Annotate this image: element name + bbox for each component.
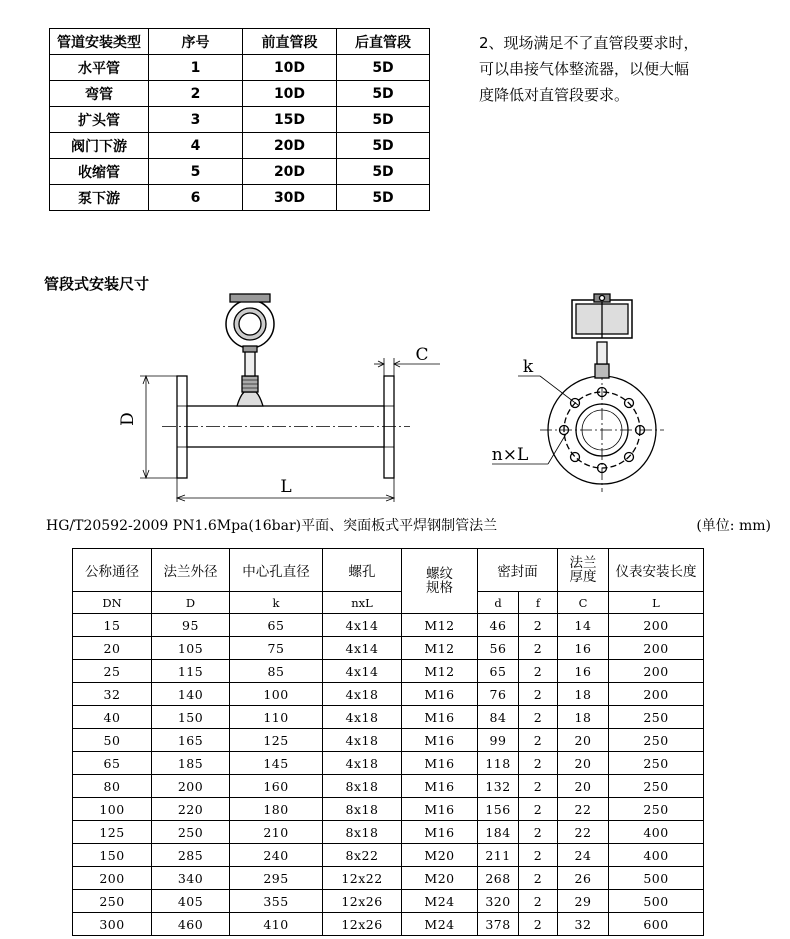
- table-cell: 46: [478, 614, 519, 637]
- table-cell: 110: [230, 706, 323, 729]
- table-cell: 25: [73, 660, 152, 683]
- table-row: [73, 775, 704, 798]
- table-cell: 20: [73, 637, 152, 660]
- header-cell: 序号: [149, 29, 243, 55]
- table-cell: 95: [152, 614, 230, 637]
- table-cell: M12: [402, 660, 478, 683]
- table-cell: M16: [402, 752, 478, 775]
- install-requirements-table: [49, 28, 430, 211]
- standard-caption: [46, 515, 771, 535]
- table-cell: 50: [73, 729, 152, 752]
- table-cell: 2: [519, 706, 558, 729]
- table-cell: 132: [478, 775, 519, 798]
- table-cell: 65: [230, 614, 323, 637]
- table-cell: 8x22: [323, 844, 402, 867]
- table-cell: 500: [609, 867, 704, 890]
- subheader-cell: DN: [73, 592, 152, 614]
- table-row: [73, 637, 704, 660]
- table-row: [50, 81, 430, 107]
- table-cell: 24: [558, 844, 609, 867]
- flange-dimension-table: [72, 548, 704, 936]
- table-cell: 4x14: [323, 637, 402, 660]
- table-cell: 200: [609, 614, 704, 637]
- table-cell: 211: [478, 844, 519, 867]
- table-cell: 80: [73, 775, 152, 798]
- subheader-cell: D: [152, 592, 230, 614]
- table-cell: 340: [152, 867, 230, 890]
- table-cell: 12x26: [323, 890, 402, 913]
- table-cell: 5D: [337, 185, 430, 211]
- table-cell: 250: [609, 798, 704, 821]
- note-line: 可以串接气体整流器，以便大幅: [479, 60, 690, 78]
- dimension-label-nxl: n×L: [491, 445, 529, 465]
- table-cell: 16: [558, 660, 609, 683]
- table-cell: 2: [519, 913, 558, 936]
- table-cell: 4x18: [323, 706, 402, 729]
- table-cell: 600: [609, 913, 704, 936]
- table-cell: 4x14: [323, 614, 402, 637]
- table-cell: 12x26: [323, 913, 402, 936]
- table-cell: 4x18: [323, 729, 402, 752]
- table-cell: 5D: [337, 107, 430, 133]
- table-cell: 300: [73, 913, 152, 936]
- table-subheader-row: [73, 592, 704, 614]
- table-cell: 100: [73, 798, 152, 821]
- table-row: [50, 185, 430, 211]
- table-cell: 250: [609, 775, 704, 798]
- table-cell: 400: [609, 821, 704, 844]
- table-cell: 2: [519, 890, 558, 913]
- table-cell: 4: [149, 133, 243, 159]
- table-row: [50, 159, 430, 185]
- table-cell: 2: [519, 798, 558, 821]
- install-table-body: [50, 55, 430, 211]
- table-row: [73, 729, 704, 752]
- table-cell: 150: [152, 706, 230, 729]
- table-cell: 水平管: [50, 55, 149, 81]
- table-cell: 2: [519, 867, 558, 890]
- table-cell: 8x18: [323, 775, 402, 798]
- table-header-row: [50, 29, 430, 55]
- table-cell: 2: [519, 821, 558, 844]
- table-row: [73, 913, 704, 936]
- table-row: [73, 821, 704, 844]
- table-cell: 405: [152, 890, 230, 913]
- table-cell: M12: [402, 614, 478, 637]
- table-cell: 32: [73, 683, 152, 706]
- table-cell: 76: [478, 683, 519, 706]
- table-cell: 2: [519, 844, 558, 867]
- table-row: [50, 133, 430, 159]
- flange-table-body: [73, 614, 704, 936]
- table-cell: 18: [558, 683, 609, 706]
- installation-drawing: [0, 292, 790, 502]
- table-cell: 150: [73, 844, 152, 867]
- note-line: 度降低对直管段要求。: [479, 86, 630, 104]
- table-cell: 30D: [243, 185, 337, 211]
- table-cell: 32: [558, 913, 609, 936]
- table-cell: 扩头管: [50, 107, 149, 133]
- table-cell: 2: [519, 752, 558, 775]
- subheader-cell: nxL: [323, 592, 402, 614]
- table-cell: 4x14: [323, 660, 402, 683]
- table-cell: M12: [402, 637, 478, 660]
- table-cell: 20D: [243, 133, 337, 159]
- table-cell: 240: [230, 844, 323, 867]
- header-outer-diameter: 法兰外径: [152, 549, 230, 592]
- table-cell: 320: [478, 890, 519, 913]
- table-cell: 6: [149, 185, 243, 211]
- table-cell: 20: [558, 752, 609, 775]
- table-cell: 250: [73, 890, 152, 913]
- table-cell: 1: [149, 55, 243, 81]
- dimension-label-d: D: [118, 412, 138, 426]
- table-cell: 250: [609, 729, 704, 752]
- table-cell: M16: [402, 821, 478, 844]
- table-cell: 268: [478, 867, 519, 890]
- note-paragraph: [479, 30, 769, 108]
- table-row: [50, 55, 430, 81]
- table-cell: 18: [558, 706, 609, 729]
- table-cell: 8x18: [323, 798, 402, 821]
- table-cell: 185: [152, 752, 230, 775]
- table-cell: M16: [402, 706, 478, 729]
- table-cell: 156: [478, 798, 519, 821]
- table-header-row: [73, 549, 704, 592]
- table-cell: 125: [230, 729, 323, 752]
- subheader-cell: d: [478, 592, 519, 614]
- table-cell: M16: [402, 775, 478, 798]
- table-cell: 16: [558, 637, 609, 660]
- table-cell: 250: [152, 821, 230, 844]
- table-cell: 65: [478, 660, 519, 683]
- table-cell: 99: [478, 729, 519, 752]
- header-cell: 后直管段: [337, 29, 430, 55]
- table-cell: 阀门下游: [50, 133, 149, 159]
- table-cell: 180: [230, 798, 323, 821]
- table-cell: 2: [519, 683, 558, 706]
- table-cell: M16: [402, 798, 478, 821]
- table-cell: M24: [402, 913, 478, 936]
- table-cell: 145: [230, 752, 323, 775]
- table-cell: 200: [152, 775, 230, 798]
- table-cell: 22: [558, 798, 609, 821]
- table-cell: 15D: [243, 107, 337, 133]
- table-row: [73, 844, 704, 867]
- table-cell: 500: [609, 890, 704, 913]
- header-thread: 螺纹规格: [402, 549, 478, 614]
- table-cell: 378: [478, 913, 519, 936]
- table-cell: 2: [519, 729, 558, 752]
- table-cell: 184: [478, 821, 519, 844]
- table-cell: 100: [230, 683, 323, 706]
- table-cell: 115: [152, 660, 230, 683]
- table-cell: M20: [402, 867, 478, 890]
- table-cell: 5D: [337, 133, 430, 159]
- standard-title: HG/T20592-2009 PN1.6Mpa(16bar)平面、突面板式平焊钢制管法兰: [46, 518, 498, 534]
- table-row: [50, 107, 430, 133]
- table-cell: 4x18: [323, 683, 402, 706]
- table-row: [73, 706, 704, 729]
- table-cell: 65: [73, 752, 152, 775]
- table-cell: 200: [609, 683, 704, 706]
- table-row: [73, 752, 704, 775]
- header-dn: 公称通径: [73, 549, 152, 592]
- unit-label: (单位: mm): [696, 518, 771, 534]
- table-row: [73, 867, 704, 890]
- header-cell: 管道安装类型: [50, 29, 149, 55]
- table-cell: 26: [558, 867, 609, 890]
- header-seal-face: 密封面: [478, 549, 558, 592]
- side-view: [140, 294, 440, 502]
- table-cell: 弯管: [50, 81, 149, 107]
- table-cell: 15: [73, 614, 152, 637]
- subheader-cell: f: [519, 592, 558, 614]
- table-cell: 105: [152, 637, 230, 660]
- table-cell: 泵下游: [50, 185, 149, 211]
- dimension-label-c: C: [415, 345, 429, 365]
- header-install-length: 仪表安装长度: [609, 549, 704, 592]
- table-cell: M24: [402, 890, 478, 913]
- header-center-hole: 中心孔直径: [230, 549, 323, 592]
- table-cell: M16: [402, 729, 478, 752]
- table-cell: 400: [609, 844, 704, 867]
- table-cell: 410: [230, 913, 323, 936]
- table-cell: 200: [73, 867, 152, 890]
- table-cell: 22: [558, 821, 609, 844]
- dimension-label-k: k: [522, 357, 534, 377]
- header-thickness: 法兰厚度: [558, 549, 609, 592]
- subheader-cell: k: [230, 592, 323, 614]
- table-cell: 250: [609, 706, 704, 729]
- table-cell: 3: [149, 107, 243, 133]
- table-cell: 250: [609, 752, 704, 775]
- table-cell: 220: [152, 798, 230, 821]
- table-cell: 460: [152, 913, 230, 936]
- table-cell: 295: [230, 867, 323, 890]
- table-cell: 210: [230, 821, 323, 844]
- subheader-cell: C: [558, 592, 609, 614]
- dimension-label-l: L: [280, 477, 292, 497]
- header-cell: 前直管段: [243, 29, 337, 55]
- table-cell: 12x22: [323, 867, 402, 890]
- table-cell: 14: [558, 614, 609, 637]
- table-cell: 10D: [243, 81, 337, 107]
- table-cell: 165: [152, 729, 230, 752]
- header-bolt-hole: 螺孔: [323, 549, 402, 592]
- table-cell: 20: [558, 729, 609, 752]
- table-cell: 85: [230, 660, 323, 683]
- subheader-cell: L: [609, 592, 704, 614]
- table-cell: 40: [73, 706, 152, 729]
- table-row: [73, 890, 704, 913]
- table-cell: 2: [519, 775, 558, 798]
- table-cell: 5D: [337, 81, 430, 107]
- table-cell: 56: [478, 637, 519, 660]
- table-cell: 8x18: [323, 821, 402, 844]
- table-cell: 355: [230, 890, 323, 913]
- table-cell: 75: [230, 637, 323, 660]
- table-row: [73, 660, 704, 683]
- table-cell: 140: [152, 683, 230, 706]
- table-cell: 收缩管: [50, 159, 149, 185]
- section-title: 管段式安装尺寸: [44, 275, 150, 293]
- table-cell: 5: [149, 159, 243, 185]
- table-cell: 10D: [243, 55, 337, 81]
- table-cell: 29: [558, 890, 609, 913]
- table-cell: M20: [402, 844, 478, 867]
- table-cell: 285: [152, 844, 230, 867]
- table-cell: 20: [558, 775, 609, 798]
- table-cell: 2: [519, 660, 558, 683]
- table-cell: 20D: [243, 159, 337, 185]
- table-cell: 2: [519, 637, 558, 660]
- table-cell: 84: [478, 706, 519, 729]
- table-cell: 2: [149, 81, 243, 107]
- table-row: [73, 683, 704, 706]
- table-cell: M16: [402, 683, 478, 706]
- table-cell: 118: [478, 752, 519, 775]
- table-cell: 125: [73, 821, 152, 844]
- table-cell: 160: [230, 775, 323, 798]
- note-line: 2、现场满足不了直管段要求时，: [479, 34, 699, 52]
- table-cell: 5D: [337, 55, 430, 81]
- table-cell: 200: [609, 637, 704, 660]
- table-cell: 5D: [337, 159, 430, 185]
- table-cell: 200: [609, 660, 704, 683]
- table-row: [73, 798, 704, 821]
- table-row: [73, 614, 704, 637]
- table-cell: 4x18: [323, 752, 402, 775]
- table-cell: 2: [519, 614, 558, 637]
